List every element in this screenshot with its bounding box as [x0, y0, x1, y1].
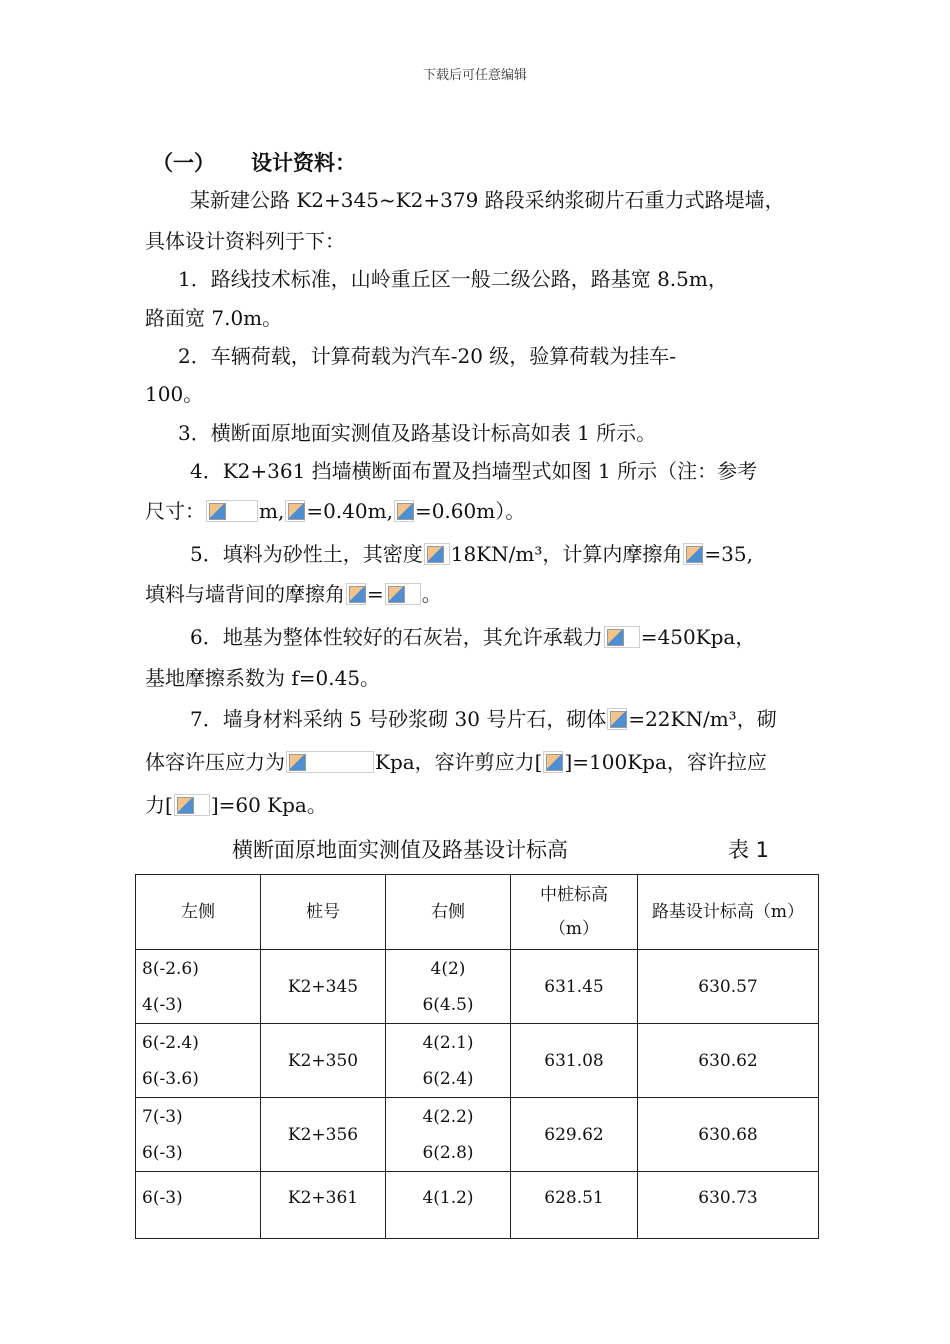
item7-text-c: 体容许压应力为: [145, 750, 285, 774]
table-header-row: [136, 875, 819, 950]
cell-left: 6(-3): [136, 1172, 261, 1239]
cell-design-elevation: 630.68: [638, 1098, 819, 1172]
formula-image-icon: [683, 543, 703, 565]
cell-design-elevation: 630.73: [638, 1172, 819, 1239]
formula-image-icon: [346, 583, 366, 605]
formula-image-icon: [604, 626, 640, 648]
cell-right-line2: 6(2.8): [422, 1142, 474, 1163]
section-number: （一）: [152, 151, 215, 175]
item7-text-d: Kpa，容许剪应力[: [375, 750, 543, 774]
header-left: 左侧: [136, 875, 261, 950]
item5-text-f: 。: [421, 582, 442, 606]
item1-line-2: 路面宽 7.0m。: [145, 306, 283, 330]
item4-text-b: m,: [259, 499, 285, 523]
formula-image-icon: [385, 583, 421, 605]
item5-text-a: 5．填料为砂性土，其密度: [190, 542, 423, 566]
item5-text-e: =: [367, 582, 384, 606]
cell-left-line2: 6(-3): [142, 1142, 183, 1163]
cell-right-line1: 4(2.2): [422, 1106, 474, 1127]
item5-text-b: 18KN/m³，计算内摩擦角: [450, 542, 683, 566]
cell-right-line1: 4(2): [430, 958, 466, 979]
cell-left: [136, 1098, 261, 1172]
table-caption: 横断面原地面实测值及路基设计标高: [232, 838, 568, 862]
item2-line-2: 100。: [145, 382, 204, 406]
cell-right-line2: 6(2.4): [422, 1068, 474, 1089]
item6-text-b: =450Kpa，: [640, 625, 756, 649]
cell-design-elevation: 630.62: [638, 1024, 819, 1098]
formula-image-icon: [607, 708, 627, 730]
header-design-elevation: 路基设计标高（m）: [638, 875, 819, 950]
cell-left-line2: 6(-3.6): [142, 1068, 199, 1089]
formula-image-icon: [286, 751, 374, 773]
table-row: [136, 1172, 819, 1239]
item5-text-d: 填料与墙背间的摩擦角: [145, 582, 345, 606]
item1-line-1: 1．路线技术标准，山岭重丘区一般二级公路，路基宽 8.5m，: [178, 267, 728, 291]
cell-center-elevation: 628.51: [511, 1172, 638, 1239]
header-center-elevation-line1: 中桩标高: [540, 885, 608, 905]
formula-image-icon: [543, 751, 563, 773]
item6-text-a: 6．地基为整体性较好的石灰岩，其允许承载力: [190, 625, 603, 649]
section-title: [152, 147, 356, 177]
cell-station: K2+350: [261, 1024, 386, 1098]
page-header: 下载后可任意编辑: [422, 68, 527, 83]
cell-station: K2+356: [261, 1098, 386, 1172]
table-number: 表 1: [728, 838, 770, 862]
cell-center-elevation: 629.62: [511, 1098, 638, 1172]
item7-text-g: ]=60 Kpa。: [210, 793, 327, 817]
item4-line-2: [145, 497, 525, 525]
cell-left: [136, 1024, 261, 1098]
item7-text-b: =22KN/m³，砌: [628, 707, 777, 731]
cell-right: 4(1.2): [386, 1172, 511, 1239]
section-label: 设计资料：: [251, 151, 356, 175]
item7-line-3: [145, 791, 327, 819]
cell-left-line1: 8(-2.6): [142, 958, 199, 979]
cell-left-line2: 4(-3): [142, 994, 183, 1015]
cell-right: [386, 1098, 511, 1172]
item4-text-a: 尺寸：: [145, 499, 205, 523]
intro-line-2: 具体设计资料列于下：: [145, 229, 345, 253]
formula-image-icon: [174, 794, 210, 816]
cell-station: K2+345: [261, 950, 386, 1024]
cell-left: [136, 950, 261, 1024]
cell-left-line1: 6(-2.4): [142, 1032, 199, 1053]
cell-right-line2: 6(4.5): [422, 994, 474, 1015]
formula-image-icon: [206, 500, 258, 522]
table-row: [136, 1098, 819, 1172]
item4-text-d: =0.60m）。: [414, 499, 526, 523]
item5-text-c: =35,: [704, 542, 753, 566]
formula-image-icon: [424, 543, 450, 565]
item4-line-1: 4．K2+361 挡墙横断面布置及挡墙型式如图 1 所示（注：参考: [190, 459, 758, 483]
item7-text-e: ]=100Kpa，容许拉应: [564, 750, 767, 774]
cell-station: K2+361: [261, 1172, 386, 1239]
item4-text-c: =0.40m,: [306, 499, 393, 523]
item2-line-1: 2．车辆荷载，计算荷载为汽车-20 级，验算荷载为挂车-: [178, 344, 677, 368]
formula-image-icon: [285, 500, 305, 522]
cell-right-line1: 4(2.1): [422, 1032, 474, 1053]
item7-line-2: [145, 748, 767, 776]
cell-design-elevation: 630.57: [638, 950, 819, 1024]
formula-image-icon: [394, 500, 414, 522]
intro-line-1: 某新建公路 K2+345~K2+379 路段采纳浆砌片石重力式路堤墙，: [190, 188, 785, 212]
item3-line: 3．横断面原地面实测值及路基设计标高如表 1 所示。: [178, 421, 657, 445]
item7-line-1: [190, 705, 777, 733]
item7-text-f: 力[: [145, 793, 173, 817]
cell-right: [386, 950, 511, 1024]
cell-center-elevation: 631.45: [511, 950, 638, 1024]
header-station: 桩号: [261, 875, 386, 950]
item6-line-2: 基地摩擦系数为 f=0.45。: [145, 666, 381, 690]
cell-left-line1: 7(-3): [142, 1106, 183, 1127]
table-row: [136, 950, 819, 1024]
header-center-elevation: [511, 875, 638, 950]
item5-line-2: [145, 580, 442, 608]
cell-center-elevation: 631.08: [511, 1024, 638, 1098]
table-row: [136, 1024, 819, 1098]
item7-text-a: 7．墙身材料采纳 5 号砂浆砌 30 号片石，砌体: [190, 707, 607, 731]
header-center-elevation-line2: （m）: [548, 919, 600, 939]
item6-line-1: [190, 623, 755, 651]
header-right: 右侧: [386, 875, 511, 950]
item5-line-1: [190, 540, 753, 568]
elevation-table: [135, 874, 819, 1239]
cell-right: [386, 1024, 511, 1098]
